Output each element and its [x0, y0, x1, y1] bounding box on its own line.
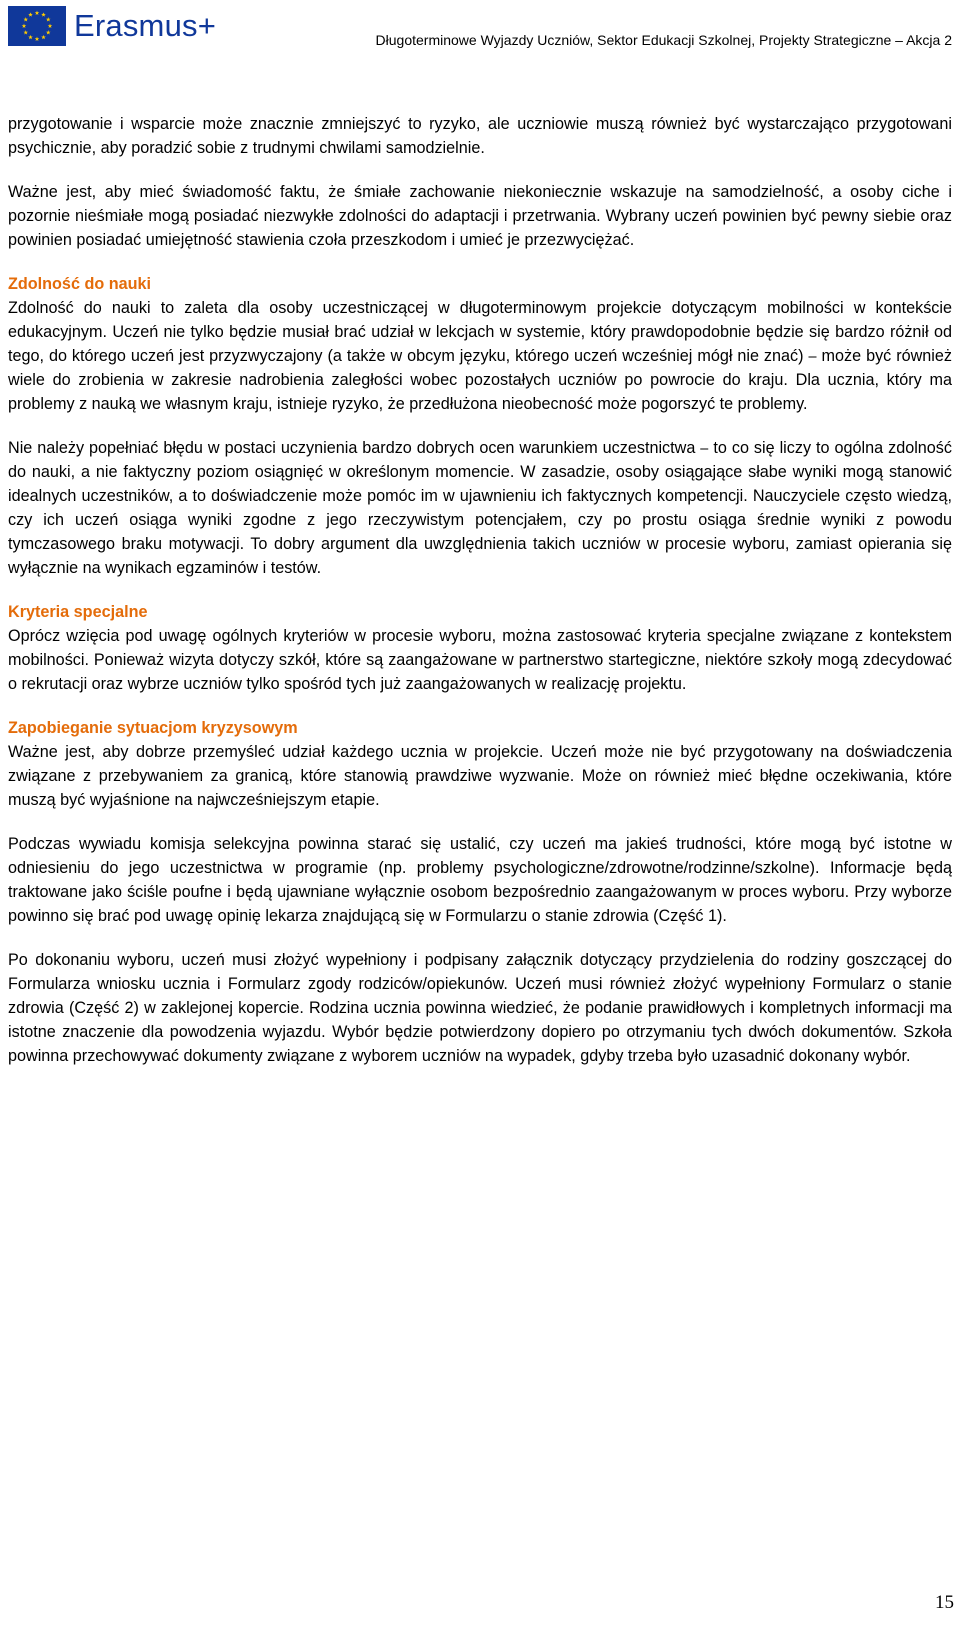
document-body: [8, 112, 952, 1068]
section-heading: Kryteria specjalne: [8, 603, 148, 621]
page-header: [8, 6, 952, 48]
paragraph: Ważne jest, aby dobrze przemyśleć udział każdego ucznia w projekcie. Uczeń może nie być przygotowany na doświadczenia związane z przebywaniem za granicą, które stanowią prawdziwe wyzwanie. Może on również mieć błędne oczekiwania, które muszą być wyjaśnione na najwcześniejszym etapie.: [8, 743, 952, 809]
paragraph: Po dokonaniu wyboru, uczeń musi złożyć wypełniony i podpisany załącznik dotyczący przydzielenia do rodziny goszczącej do Formularza wniosku ucznia i Formularz zgody rodziców/opiekunów. Uczeń musi również złożyć wypełniony Formularz o stanie zdrowia (Część 2) w zaklejonej kopercie. Rodzina ucznia powinna wiedzieć, że podanie prawidłowych i kompletnych informacji ma istotne znaczenie dla powodzenia wyjazdu. Wybór będzie potwierdzony dopiero po otrzymaniu tych dwóch dokumentów. Szkoła powinna przechowywać dokumenty związane z wyborem uczniów na wypadek, gdyby trzeba było uzasadnić dokonany wybór.: [8, 951, 952, 1065]
section-heading: Zapobieganie sytuacjom kryzysowym: [8, 719, 298, 737]
paragraph: Oprócz wzięcia pod uwagę ogólnych kryteriów w procesie wyboru, można zastosować kryteria specjalne związane z kontekstem mobilności. Ponieważ wizyta dotyczy szkół, które są zaangażowane w partnerstwo startegiczne, niektóre szkoły mogą zdecydować o rekrutacji oraz wybrze uczniów tylko spośród tych już zaangażowanych w realizację projektu.: [8, 627, 952, 693]
paragraph: Podczas wywiadu komisja selekcyjna powinna starać się ustalić, czy uczeń ma jakieś trudności, które mogą być istotne w odniesieniu do jego uczestnictwa w programie (np. problemy psychologiczne/zdrowotne/rodzinne/szkolne). Informacje będą traktowane jako ściśle poufne i będą ujawniane wyłącznie osobom bezpośrednio zaangażowanym w proces wyboru. Przy wyborze powinno się brać pod uwagę opinię lekarza znajdującą się w Formularzu o stanie zdrowia (Część 1).: [8, 835, 952, 925]
paragraph: Ważne jest, aby mieć świadomość faktu, że śmiałe zachowanie niekoniecznie wskazuje na samodzielność, a osoby ciche i pozornie nieśmiałe mogą posiadać niezwykłe zdolności do adaptacji i przetrwania. Wybrany uczeń powinien być pewny siebie oraz powinien posiadać umiejętność stawienia czoła przeszkodom i umieć je przezwyciężać.: [8, 183, 952, 249]
page-number: 15: [935, 1592, 954, 1613]
paragraph: przygotowanie i wsparcie może znacznie zmniejszyć to ryzyko, ale uczniowie muszą również być wystarczająco przygotowani psychicznie, aby poradzić sobie z trudnymi chwilami samodzielnie.: [8, 115, 952, 157]
eu-flag-icon: [8, 6, 66, 46]
paragraph: Zdolność do nauki to zaleta dla osoby uczestniczącej w długoterminowym projekcie dotyczącym mobilności w kontekście edukacyjnym. Uczeń nie tylko będzie musiał brać udział w lekcjach w systemie, który prawdopodobnie będzie się bardzo różnił od tego, do którego uczeń jest przyzwyczajony (a także w obcym języku, którego uczeń wcześniej mógł nie znać) ⎯ może być również wiele do zrobienia w zakresie nadrobienia zaległości wobec pozostałych uczniów po powrocie do kraju. Dla ucznia, który ma problemy z nauką we własnym kraju, istnieje ryzyko, że przedłużona nieobecność może pogorszyć te problemy.: [8, 299, 952, 413]
section-heading: Zdolność do nauki: [8, 275, 151, 293]
paragraph: Nie należy popełniać błędu w postaci uczynienia bardzo dobrych ocen warunkiem uczestnictwa ⎯ to co się liczy to ogólna zdolność do nauki, a nie faktyczny poziom osiągnięć w określonym momencie. W zasadzie, osoby osiągające słabe wyniki mogą stanowić idealnych uczestników, a to doświadczenie może pomóc im w ujawnieniu ich faktycznych kompetencji. Nauczyciele często wiedzą, czy ich uczeń osiąga wyniki zgodne z jego rzeczywistym potencjałem, czy po prostu osiąga średnie wyniki z powodu tymczasowego braku motywacji. To dobry argument dla uwzględnienia takich uczniów w procesie wyboru, zamiast opierania się wyłącznie na wynikach egzaminów i testów.: [8, 439, 952, 577]
header-title: Długoterminowe Wyjazdy Uczniów, Sektor Edukacji Szkolnej, Projekty Strategiczne – Akcja 2: [375, 32, 952, 48]
erasmus-logo-text: Erasmus+: [74, 8, 217, 43]
